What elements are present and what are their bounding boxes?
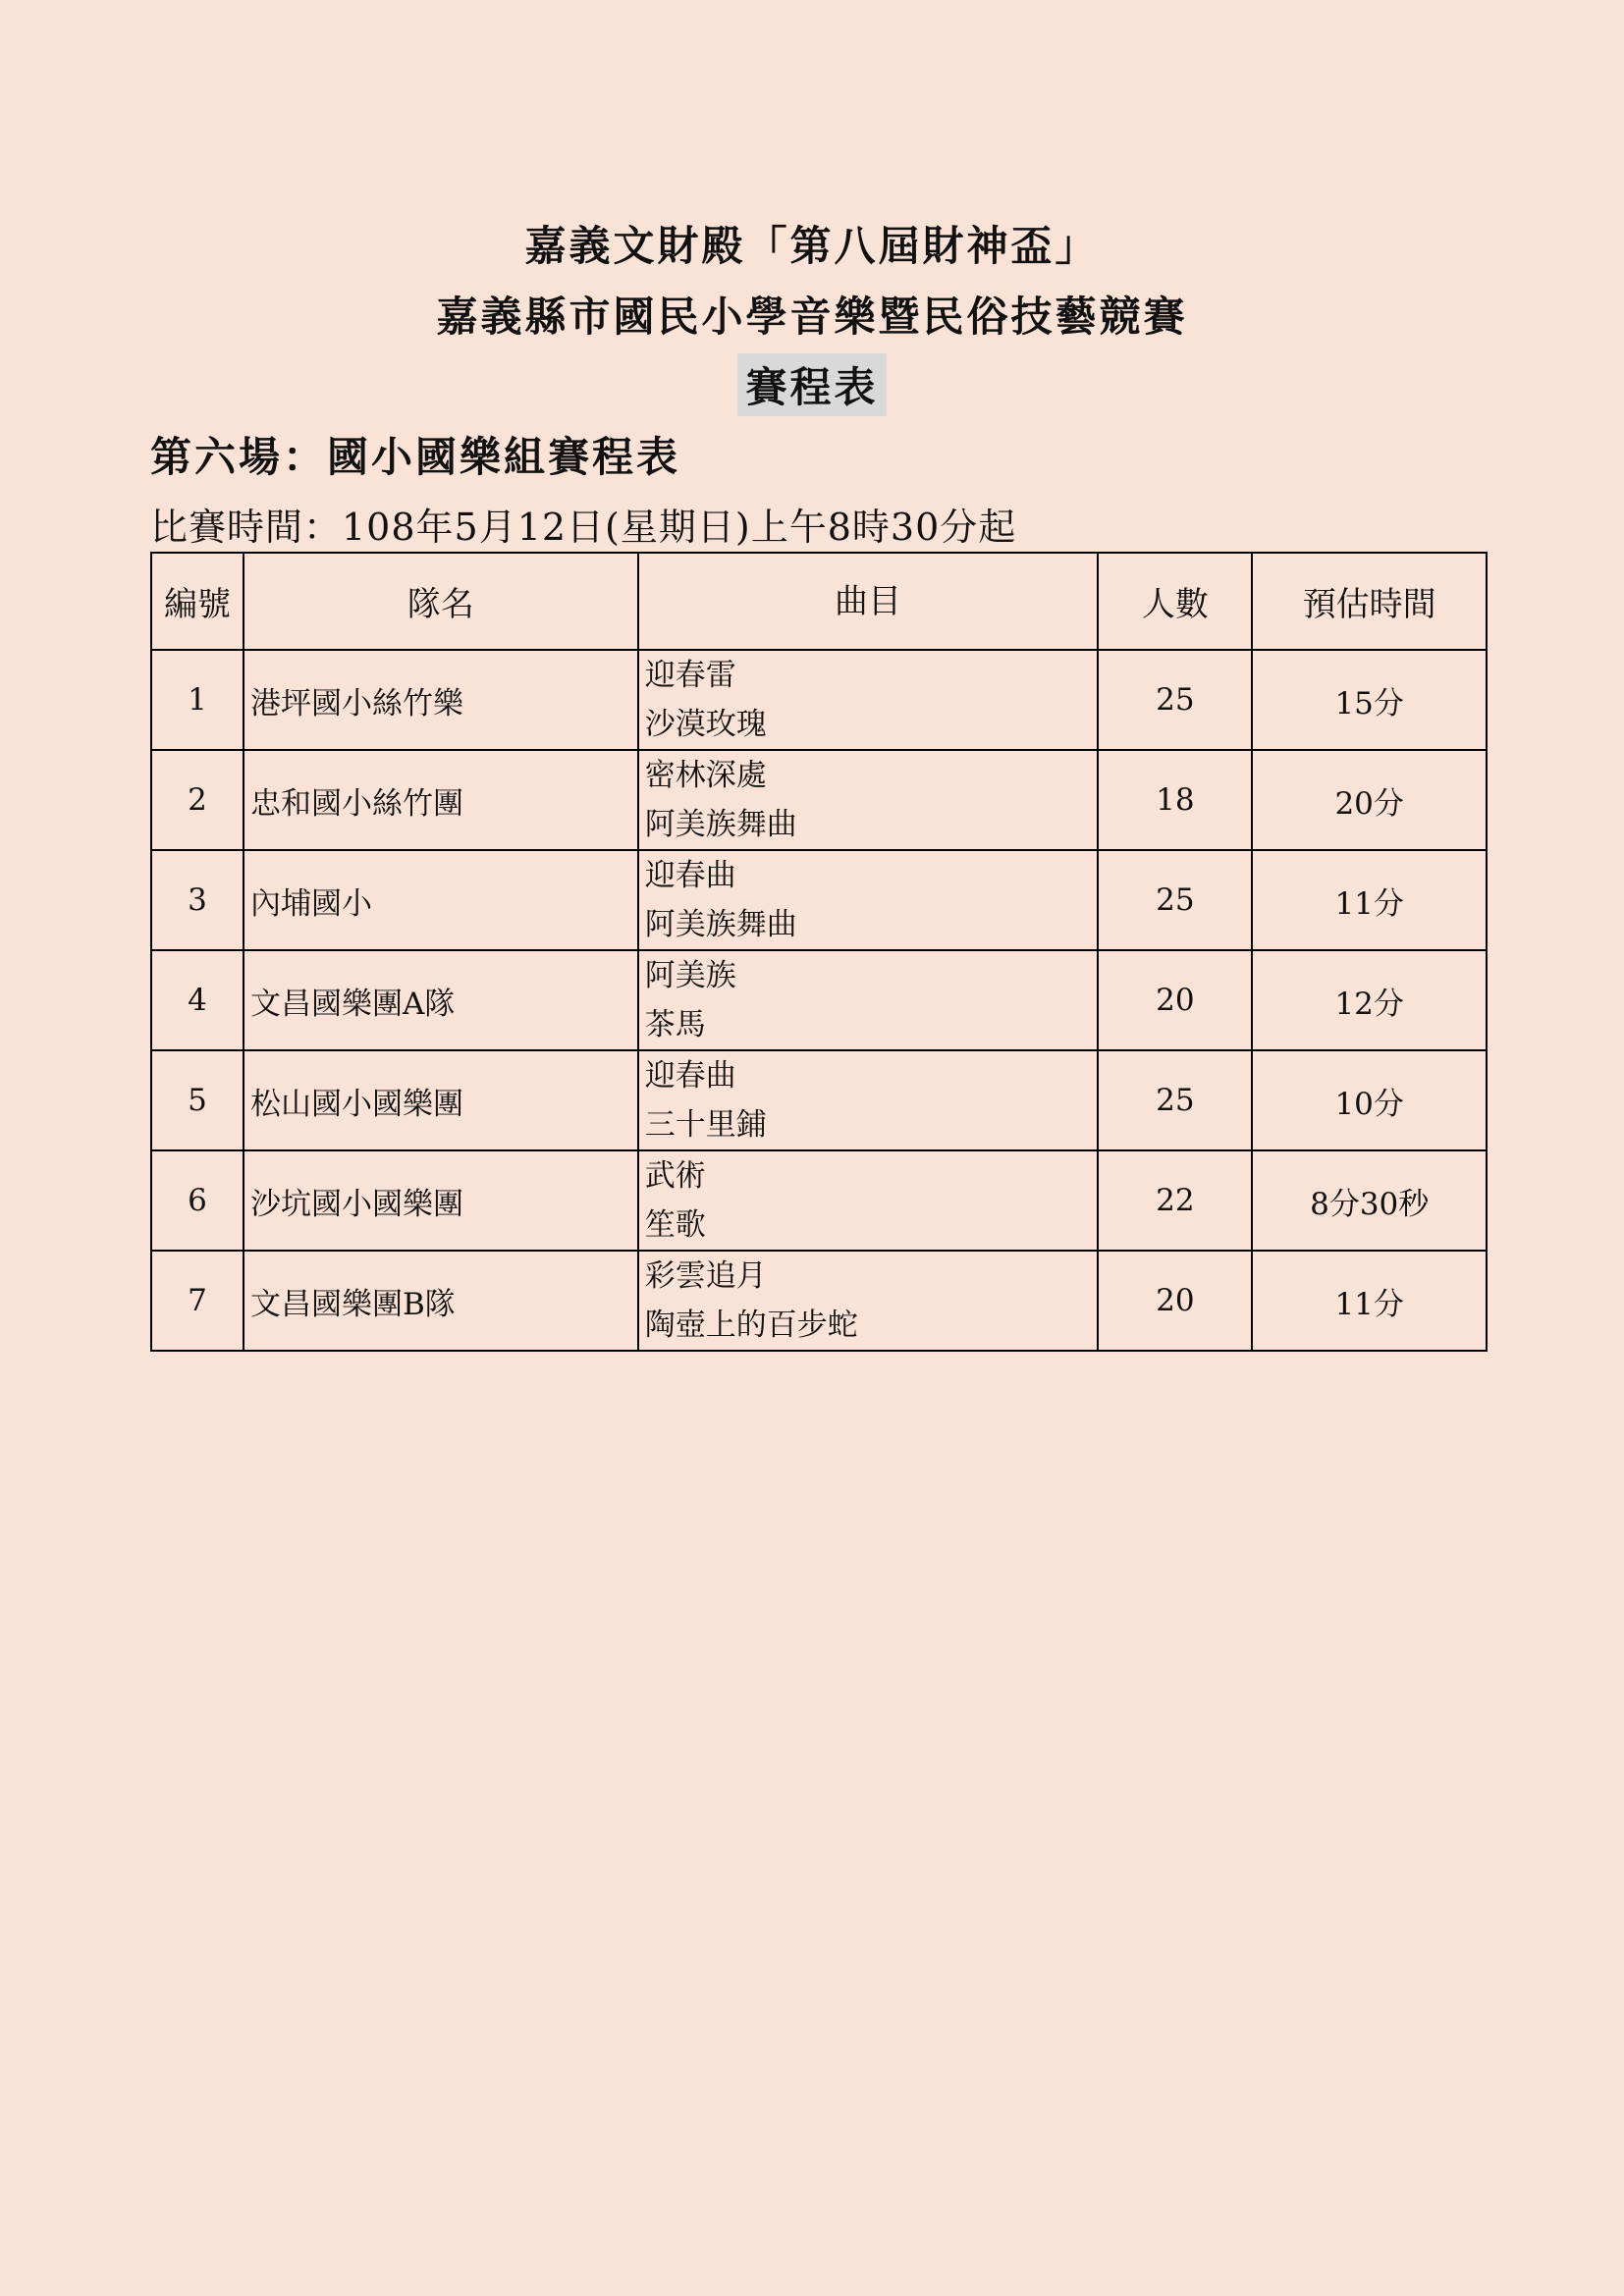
table-row: [151, 650, 1487, 750]
row-number: 1: [151, 650, 244, 750]
row-people: 18: [1098, 750, 1252, 850]
table-row: [151, 950, 1487, 1050]
song-title: 陶壺上的百步蛇: [644, 1308, 858, 1343]
match-time: 比賽時間：108年5月12日(星期日)上午8時30分起: [150, 506, 1017, 549]
section-title: 第六場：國小國樂組賽程表: [150, 433, 681, 481]
row-team: 忠和國小絲竹團: [244, 750, 638, 850]
row-songs: [638, 950, 1099, 1050]
song-title: 彩雲追月: [644, 1258, 767, 1294]
row-number: 4: [151, 950, 244, 1050]
row-team: 港坪國小絲竹樂: [244, 650, 638, 750]
row-people: 25: [1098, 650, 1252, 750]
row-time: 11分: [1252, 1251, 1487, 1351]
row-number: 6: [151, 1150, 244, 1251]
table-row: [151, 1050, 1487, 1150]
row-time: 20分: [1252, 750, 1487, 850]
row-songs: [638, 1150, 1099, 1251]
row-songs: [638, 1050, 1099, 1150]
row-people: 20: [1098, 950, 1252, 1050]
song-title: 茶馬: [644, 1007, 706, 1042]
row-time: 11分: [1252, 850, 1487, 950]
table-row: [151, 1150, 1487, 1251]
row-time: 8分30秒: [1252, 1150, 1487, 1251]
document-title-line-3-wrapper: [0, 353, 1624, 416]
row-people: 22: [1098, 1150, 1252, 1251]
song-title: 笙歌: [644, 1207, 706, 1243]
song-title: 沙漠玫瑰: [644, 707, 767, 742]
song-title: 迎春雷: [644, 658, 736, 693]
row-songs: [638, 850, 1099, 950]
schedule-table: [150, 552, 1488, 1352]
document-title-line-1: 嘉義文財殿「第八屆財神盃」: [524, 222, 1100, 270]
song-title: 三十里鋪: [644, 1107, 767, 1143]
table-row: [151, 1251, 1487, 1351]
song-title: 阿美族舞曲: [644, 807, 797, 842]
document-title-line-3: 賽程表: [737, 353, 886, 416]
row-time: 10分: [1252, 1050, 1487, 1150]
header-team: 隊名: [244, 553, 638, 650]
row-songs: [638, 650, 1099, 750]
row-people: 20: [1098, 1251, 1252, 1351]
header-number: 編號: [151, 553, 244, 650]
song-title: 阿美族舞曲: [644, 907, 797, 942]
song-title: 迎春曲: [644, 1058, 736, 1094]
row-number: 3: [151, 850, 244, 950]
row-team: 文昌國樂團A隊: [244, 950, 638, 1050]
header-time: 預估時間: [1252, 553, 1487, 650]
song-title: 武術: [644, 1158, 706, 1194]
row-songs: [638, 750, 1099, 850]
song-title: 迎春曲: [644, 858, 736, 893]
row-team: 沙坑國小國樂團: [244, 1150, 638, 1251]
row-time: 12分: [1252, 950, 1487, 1050]
song-title: 密林深處: [644, 758, 767, 793]
table-row: [151, 750, 1487, 850]
row-number: 7: [151, 1251, 244, 1351]
row-number: 2: [151, 750, 244, 850]
row-people: 25: [1098, 850, 1252, 950]
song-title: 阿美族: [644, 958, 736, 993]
row-people: 25: [1098, 1050, 1252, 1150]
header-songs: 曲目: [638, 553, 1099, 650]
row-songs: [638, 1251, 1099, 1351]
document-title-line-2: 嘉義縣市國民小學音樂暨民俗技藝競賽: [436, 293, 1188, 341]
table-row: [151, 850, 1487, 950]
table-header-row: [151, 553, 1487, 650]
row-team: 文昌國樂團B隊: [244, 1251, 638, 1351]
header-people: 人數: [1098, 553, 1252, 650]
row-number: 5: [151, 1050, 244, 1150]
row-team: 松山國小國樂團: [244, 1050, 638, 1150]
row-team: 內埔國小: [244, 850, 638, 950]
row-time: 15分: [1252, 650, 1487, 750]
